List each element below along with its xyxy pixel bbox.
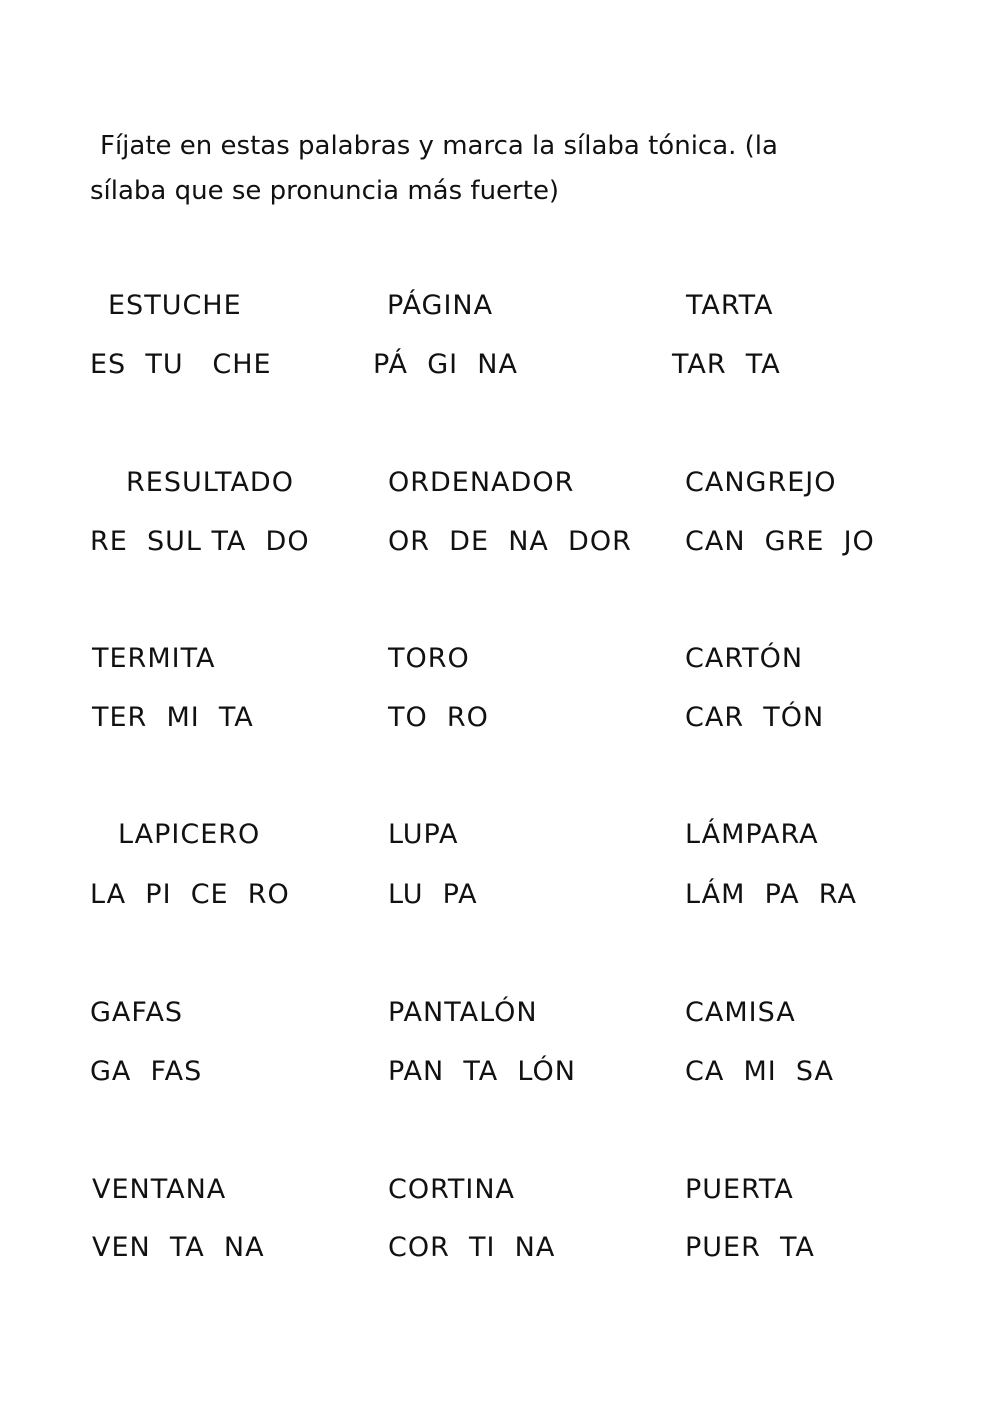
syllable-split: LU PA <box>388 879 478 910</box>
instructions-line-2: sílaba que se pronuncia más fuerte) <box>90 176 560 206</box>
word-label: GAFAS <box>90 997 184 1028</box>
syllable-split: OR DE NA DOR <box>388 526 632 557</box>
word-label: PANTALÓN <box>388 997 538 1028</box>
word-label: ORDENADOR <box>388 467 575 498</box>
syllable-split: PAN TA LÓN <box>388 1056 576 1087</box>
word-label: RESULTADO <box>126 467 294 498</box>
word-label: LUPA <box>388 819 459 850</box>
syllable-split: RE SUL TA DO <box>90 526 310 557</box>
word-label: ESTUCHE <box>108 290 242 321</box>
word-label: PUERTA <box>685 1174 794 1205</box>
word-label: PÁGINA <box>387 290 494 321</box>
syllable-split: LÁM PA RA <box>685 879 857 910</box>
word-label: LAPICERO <box>118 819 261 850</box>
syllable-split: GA FAS <box>90 1056 203 1087</box>
word-label: TORO <box>388 643 470 674</box>
word-label: TERMITA <box>92 643 216 674</box>
word-label: CARTÓN <box>685 643 804 674</box>
syllable-split: CA MI SA <box>685 1056 835 1087</box>
syllable-split: CAR TÓN <box>685 702 825 733</box>
word-label: LÁMPARA <box>685 819 819 850</box>
syllable-split: COR TI NA <box>388 1232 556 1263</box>
word-label: CANGREJO <box>685 467 837 498</box>
syllable-split: TER MI TA <box>92 702 254 733</box>
syllable-split: ES TU CHE <box>90 349 272 380</box>
syllable-split: VEN TA NA <box>92 1232 265 1263</box>
word-label: VENTANA <box>92 1174 227 1205</box>
syllable-split: TAR TA <box>672 349 781 380</box>
syllable-split: PÁ GI NA <box>373 349 518 380</box>
word-label: CAMISA <box>685 997 796 1028</box>
word-label: TARTA <box>686 290 774 321</box>
instructions-line-1: Fíjate en estas palabras y marca la sílaba tónica. (la <box>100 131 778 161</box>
syllable-split: TO RO <box>388 702 489 733</box>
syllable-split: CAN GRE JO <box>685 526 875 557</box>
word-label: CORTINA <box>388 1174 516 1205</box>
syllable-split: PUER TA <box>685 1232 815 1263</box>
syllable-split: LA PI CE RO <box>90 879 290 910</box>
